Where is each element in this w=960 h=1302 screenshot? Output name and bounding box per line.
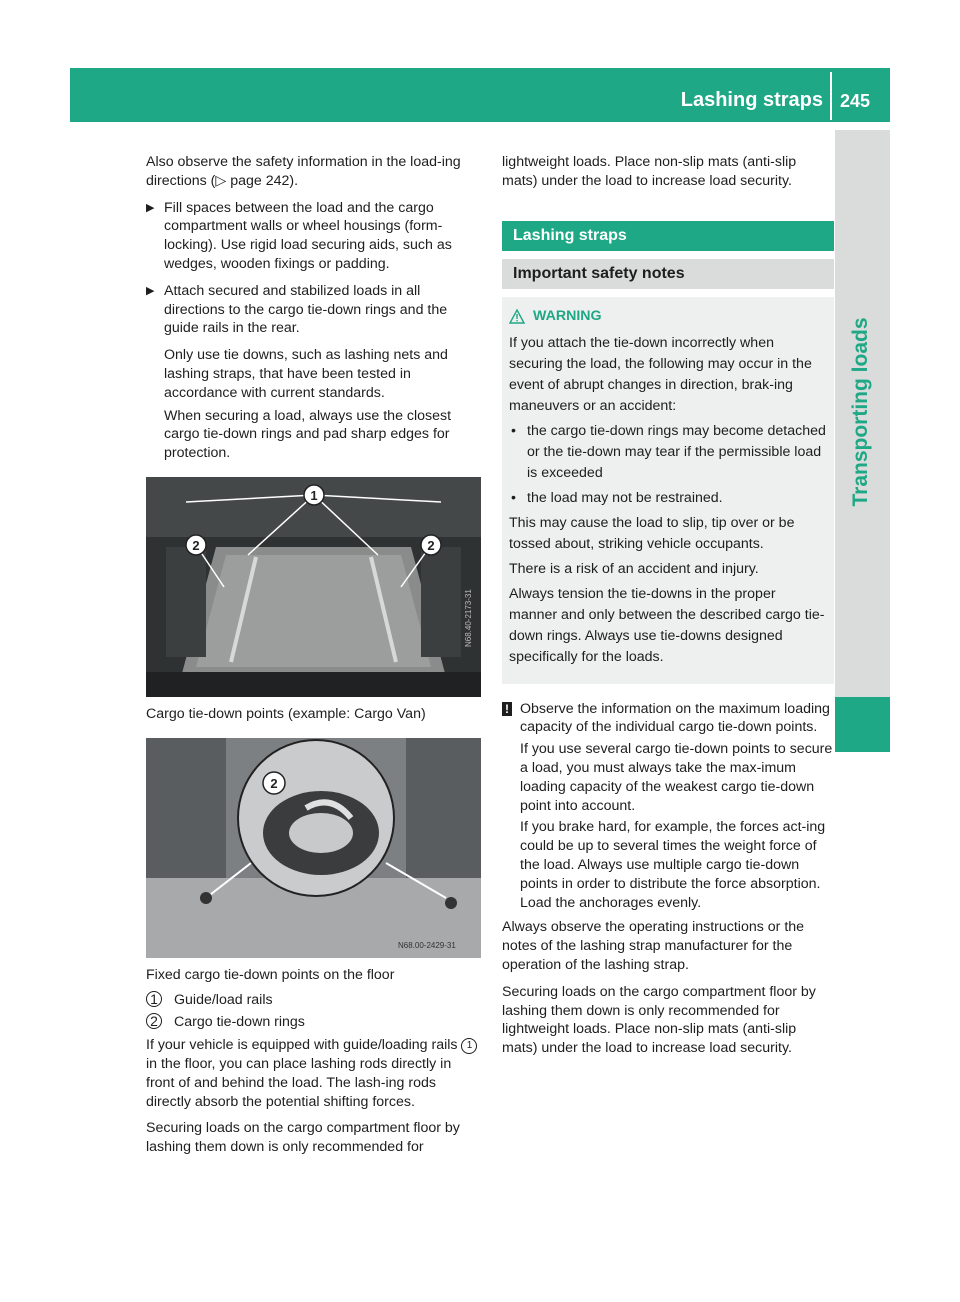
notice-text: If you brake hard, for example, the forces act-ing could be up to several times the weight force of the load. Always use multiple cargo tie-down points in order to distribute the force absorption. Load the anchorages evenly.: [520, 819, 826, 911]
subsection-title: Important safety notes: [502, 259, 834, 289]
svg-text:2: 2: [270, 775, 278, 791]
body-paragraph: Always observe the operating instructions or the notes of the lashing strap manufacturer for the operation of the lashing strap.: [502, 919, 805, 973]
instruction-step: [146, 199, 481, 274]
notice-text: If you use several cargo tie-down points to secure a load, you must always take the max-imum loading capacity of the weakest cargo tie-down point into account.: [520, 741, 833, 814]
bullet-icon: •: [511, 489, 516, 506]
body-paragraph: [146, 1036, 481, 1111]
header-divider: [830, 72, 832, 120]
legend-label: Guide/load rails: [174, 991, 273, 1008]
page-header-title: Lashing straps: [680, 89, 823, 111]
figure-caption: Cargo tie-down points (example: Cargo Van): [146, 705, 426, 722]
body-paragraph: Securing loads on the cargo compartment floor by lashing them down is only recommended for lightweight loads. Place non-slip mats (anti-slip mats) under the load to increase load security.: [502, 983, 816, 1057]
warning-box: [502, 297, 834, 684]
tie-down-ring-illustration: [146, 738, 481, 958]
figure-caption: Fixed cargo tie-down points on the floor: [146, 966, 395, 983]
legend-item: [146, 1013, 481, 1032]
right-column: [502, 153, 834, 1066]
warning-text: There is a risk of an accident and injury.: [509, 560, 759, 577]
step-text: Attach secured and stabilized loads in all directions to the cargo tie-down rings and the guide rails in the rear.: [164, 282, 448, 337]
intro-paragraph: Also observe the safety information in the load-ing directions (▷ page 242).: [146, 154, 461, 189]
instruction-step: [146, 282, 481, 338]
step-text: Fill spaces between the load and the cargo compartment walls or wheel housings (form-locking). Use rigid load securing aids, such as wedges, wooden fixings or padding.: [164, 199, 452, 272]
warning-text: Always tension the tie-downs in the proper manner and only between the described cargo tie-down rings. Always use tie-downs designed specifically for the loads.: [509, 585, 825, 665]
cargo-van-figure: [146, 477, 481, 697]
side-tab-label: Transporting loads: [849, 317, 872, 507]
notice-block: [502, 700, 834, 913]
bullet-icon: •: [511, 422, 516, 439]
page-number: 245: [840, 91, 871, 111]
step-arrow-icon: ▶: [146, 284, 155, 297]
continued-paragraph: lightweight loads. Place non-slip mats (anti-slip mats) under the load to increase load security.: [502, 154, 797, 189]
svg-text:1: 1: [310, 487, 318, 503]
step-note: When securing a load, always use the closest cargo tie-down rings and pad sharp edges for protection.: [164, 407, 452, 462]
warning-intro: If you attach the tie-down incorrectly when securing the load, the following may occur in the event of abrupt changes in direction, brak-ing maneuvers or an accident:: [509, 334, 812, 414]
warning-bullet: [509, 488, 827, 509]
body-paragraph: Securing loads on the cargo compartment floor by lashing them down is only recommended for: [146, 1120, 460, 1156]
body-text: in the floor, you can place lashing rods directly in front of and behind the load. The lash-ing rods directly absorb the potential shifting forces.: [146, 1055, 452, 1110]
figure-code: N68.40-2173-31: [464, 589, 473, 647]
cargo-floor-illustration: [146, 477, 481, 697]
legend-item: [146, 991, 481, 1010]
warning-triangle-icon: [509, 309, 525, 324]
svg-text:2: 2: [192, 537, 200, 553]
section-title: Lashing straps: [502, 221, 834, 251]
figure-code: N68.00-2429-31: [398, 940, 456, 950]
svg-text:2: 2: [427, 537, 435, 553]
warning-text: This may cause the load to slip, tip over or be tossed about, striking vehicle occupants.: [509, 514, 795, 552]
legend-number: 1: [146, 991, 162, 1007]
legend-label: Cargo tie-down rings: [174, 1014, 305, 1031]
warning-bullet: [509, 421, 827, 484]
left-column: [146, 153, 481, 1165]
bullet-text: the load may not be restrained.: [527, 489, 723, 506]
legend-number: 2: [146, 1013, 162, 1029]
notice-text: Observe the information on the maximum loading capacity of the individual cargo tie-down points.: [520, 700, 830, 736]
step-arrow-icon: ▶: [146, 201, 155, 214]
bullet-text: the cargo tie-down rings may become detached or the tie-down may tear if the permissible load is exceeded: [527, 422, 826, 481]
warning-header: [509, 306, 827, 327]
tie-down-ring-figure: [146, 738, 481, 958]
step-note: Only use tie downs, such as lashing nets and lashing straps, that have been tested in accordance with current standards.: [164, 347, 448, 401]
inline-number: 1: [461, 1038, 477, 1054]
notice-exclamation-icon: !: [502, 702, 512, 716]
warning-label: WARNING: [533, 307, 602, 324]
side-tab-marker: [835, 697, 890, 752]
body-text: If your vehicle is equipped with guide/loading rails: [146, 1037, 458, 1054]
